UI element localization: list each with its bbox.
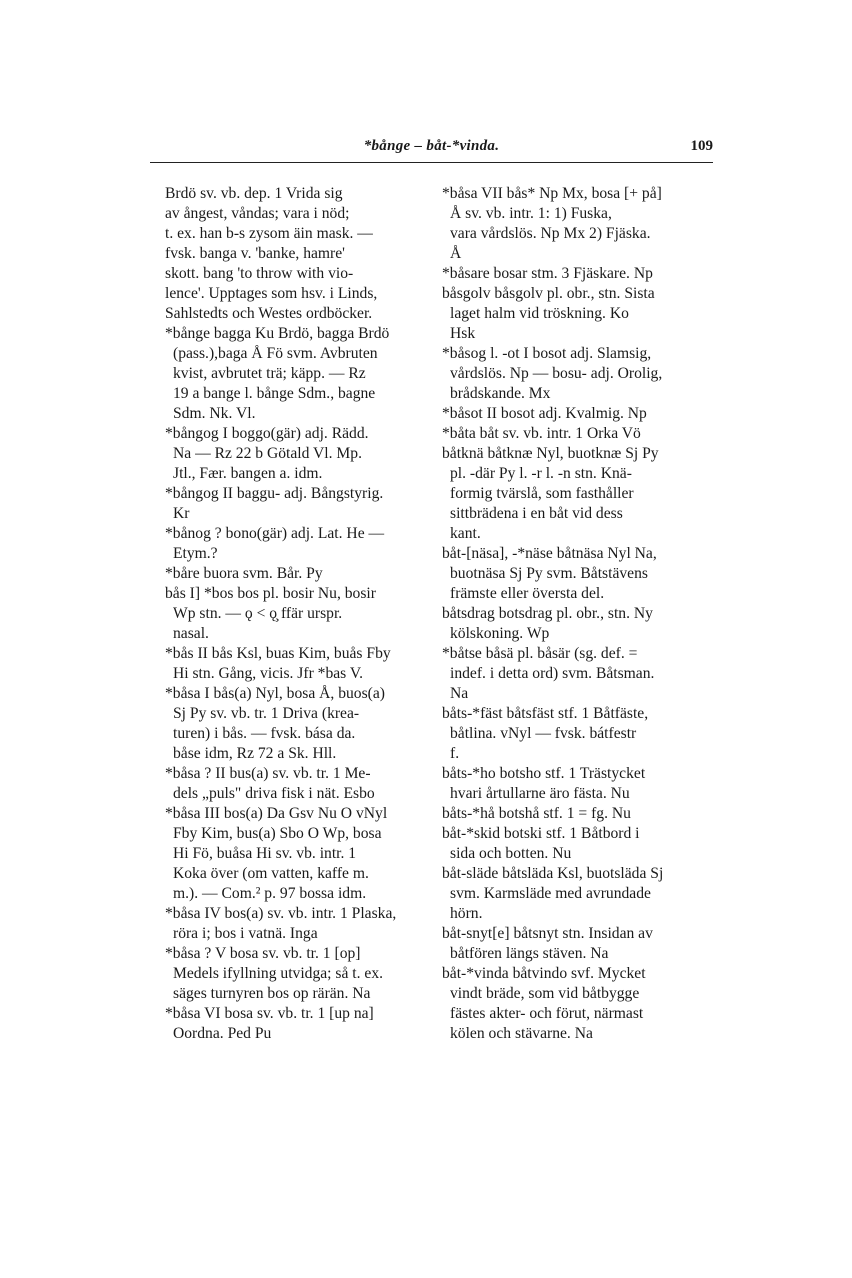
dictionary-line: *båsa I bås(a) Nyl, bosa Å, buos(a) (165, 685, 385, 702)
dictionary-line: Fby Kim, bus(a) Sbo O Wp, bosa (173, 825, 382, 842)
dictionary-line: *båsot II bosot adj. Kvalmig. Np (442, 405, 647, 422)
dictionary-line: t. ex. han b-s zysom äin mask. — (165, 225, 373, 242)
dictionary-line: *bånog ? bono(gär) adj. Lat. He — (165, 525, 385, 542)
dictionary-line: kölskoning. Wp (450, 625, 550, 642)
dictionary-line: Sj Py sv. vb. tr. 1 Driva (krea- (173, 705, 360, 722)
dictionary-line: av ångest, våndas; vara i nöd; (165, 205, 350, 222)
dictionary-line: sida och botten. Nu (450, 845, 572, 862)
dictionary-line: kölen och stävarne. Na (450, 1025, 593, 1042)
dictionary-line: indef. i detta ord) svm. Båtsman. (450, 665, 655, 682)
page-number: 109 (690, 138, 713, 154)
dictionary-line: sittbrädena i en båt vid dess (450, 505, 623, 522)
dictionary-line: båt-*skid botski stf. 1 Båtbord i (442, 825, 640, 842)
dictionary-line: Kr (173, 505, 190, 522)
dictionary-line: nasal. (173, 625, 209, 642)
dictionary-line: *båsa VII bås* Np Mx, bosa [+ på] (442, 185, 662, 202)
dictionary-line: båt-[näsa], -*näse båtnäsa Nyl Na, (442, 545, 657, 562)
dictionary-line: båts-*fäst båtsfäst stf. 1 Båtfäste, (442, 705, 649, 722)
dictionary-line: *båsa VI bosa sv. vb. tr. 1 [up na] (165, 1005, 374, 1022)
dictionary-line: fvsk. banga v. 'banke, hamre' (165, 245, 345, 262)
dictionary-line: säges turnyren bos op rärän. Na (173, 985, 371, 1002)
dictionary-line: brådskande. Mx (450, 385, 551, 402)
dictionary-line: Hsk (450, 325, 476, 342)
dictionary-line: Jtl., Fær. bangen a. idm. (173, 465, 323, 482)
page-header (150, 138, 713, 164)
header-rule (150, 162, 713, 163)
dictionary-line: *bångog II baggu- adj. Bångstyrig. (165, 485, 384, 502)
dictionary-line: formig tvärslå, som fasthåller (450, 485, 634, 502)
dictionary-line: *båre buora svm. Bår. Py (165, 565, 323, 582)
dictionary-line: Wp stn. — ǫ < ǫ̧ ffär urspr. (173, 605, 343, 622)
dictionary-line: Medels ifyllning utvidga; så t. ex. (173, 965, 384, 982)
dictionary-line: *båsog l. -ot I bosot adj. Slamsig, (442, 345, 652, 362)
dictionary-line: bås I] *bos bos pl. bosir Nu, bosir (165, 585, 376, 602)
dictionary-line: Koka över (om vatten, kaffe m. (173, 865, 369, 882)
dictionary-line: båts-*ho botsho stf. 1 Trästycket (442, 765, 646, 782)
dictionary-line: laget halm vid tröskning. Ko (450, 305, 629, 322)
dictionary-line: *båta båt sv. vb. intr. 1 Orka Vö (442, 425, 641, 442)
dictionary-line: röra i; bos i vatnä. Inga (173, 925, 318, 942)
dictionary-line: *bångog I boggo(gär) adj. Rädd. (165, 425, 369, 442)
dictionary-line: m.). — Com.² p. 97 bossa idm. (173, 885, 367, 902)
dictionary-line: f. (450, 745, 460, 762)
dictionary-line: Na (450, 685, 469, 702)
dictionary-line: *båsa III bos(a) Da Gsv Nu O vNyl (165, 805, 388, 822)
dictionary-line: båsgolv båsgolv pl. obr., stn. Sista (442, 285, 655, 302)
dictionary-line: *båsa ? V bosa sv. vb. tr. 1 [op] (165, 945, 361, 962)
dictionary-line: kant. (450, 525, 481, 542)
left-column (165, 184, 435, 1044)
dictionary-line: Na — Rz 22 b Götald Vl. Mp. (173, 445, 362, 462)
dictionary-line: båt-*vinda båtvindo svf. Mycket (442, 965, 646, 982)
dictionary-line: båt-snyt[e] båtsnyt stn. Insidan av (442, 925, 653, 942)
dictionary-line: *bånge bagga Ku Brdö, bagga Brdö (165, 325, 390, 342)
dictionary-line: Å (450, 245, 462, 262)
dictionary-line: båtsdrag botsdrag pl. obr., stn. Ny (442, 605, 653, 622)
dictionary-line: båtlina. vNyl — fvsk. bátfestr (450, 725, 637, 742)
dictionary-line: Sahlstedts och Westes ordböcker. (165, 305, 373, 322)
dictionary-line: vindt bräde, som vid båtbygge (450, 985, 640, 1002)
dictionary-line: Oordna. Ped Pu (173, 1025, 272, 1042)
dictionary-line: båts-*hå botshå stf. 1 = fg. Nu (442, 805, 631, 822)
dictionary-line: Hi stn. Gång, vicis. Jfr *bas V. (173, 665, 364, 682)
dictionary-line: Brdö sv. vb. dep. 1 Vrida sig (165, 185, 343, 202)
dictionary-line: *båsa ? II bus(a) sv. vb. tr. 1 Me- (165, 765, 371, 782)
dictionary-line: vårdslös. Np — bosu- adj. Orolig, (450, 365, 663, 382)
dictionary-line: vara vårdslös. Np Mx 2) Fjäska. (450, 225, 651, 242)
dictionary-line: Hi Fö, buåsa Hi sv. vb. intr. 1 (173, 845, 357, 862)
dictionary-line: Etym.? (173, 545, 218, 562)
dictionary-line: buotnäsa Sj Py svm. Båtstävens (450, 565, 648, 582)
dictionary-line: *båtse båsä pl. båsär (sg. def. = (442, 645, 638, 662)
dictionary-line: pl. -där Py l. -r l. -n stn. Knä- (450, 465, 632, 482)
running-head: *bånge – båt-*vinda. (363, 138, 500, 154)
dictionary-line: dels „puls" driva fisk i nät. Esbo (173, 785, 375, 802)
dictionary-line: Sdm. Nk. Vl. (173, 405, 256, 422)
dictionary-line: 19 a bange l. bånge Sdm., bagne (173, 385, 376, 402)
dictionary-line: båtknä båtknæ Nyl, buotknæ Sj Py (442, 445, 659, 462)
dictionary-line: främste eller översta del. (450, 585, 605, 602)
dictionary-line: *båsare bosar stm. 3 Fjäskare. Np (442, 265, 653, 282)
dictionary-line: turen) i bås. — fvsk. bása da. (173, 725, 356, 742)
dictionary-line: båt-släde båtsläda Ksl, buotsläda Sj (442, 865, 664, 882)
dictionary-line: hvari årtullarne äro fästa. Nu (450, 785, 630, 802)
dictionary-line: *båsa IV bos(a) sv. vb. intr. 1 Plaska, (165, 905, 397, 922)
dictionary-line: svm. Karmsläde med avrundade (450, 885, 651, 902)
dictionary-line: fästes akter- och förut, närmast (450, 1005, 644, 1022)
dictionary-line: skott. bang 'to throw with vio- (165, 265, 354, 282)
dictionary-line: Å sv. vb. intr. 1: 1) Fuska, (450, 205, 612, 222)
dictionary-line: båtfören längs stäven. Na (450, 945, 609, 962)
dictionary-line: *bås II bås Ksl, buas Kim, buås Fby (165, 645, 391, 662)
right-column (442, 184, 712, 1044)
dictionary-line: båse idm, Rz 72 a Sk. Hll. (173, 745, 337, 762)
dictionary-line: lence'. Upptages som hsv. i Linds, (165, 285, 378, 302)
dictionary-line: (pass.),baga Å Fö svm. Avbruten (173, 345, 378, 362)
dictionary-line: hörn. (450, 905, 483, 922)
dictionary-line: kvist, avbrutet trä; käpp. — Rz (173, 365, 366, 382)
